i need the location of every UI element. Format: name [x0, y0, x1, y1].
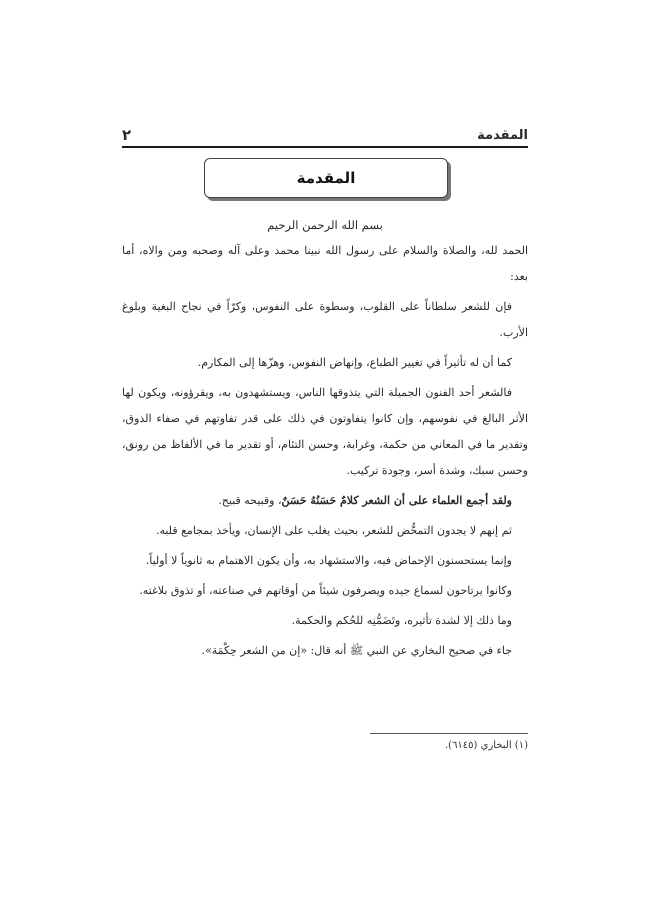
running-header-section-title: المقدمة	[477, 128, 528, 143]
chapter-title: المقدمة	[296, 169, 356, 187]
paragraph-5-rest: ، وقبيحه قبيح.	[218, 494, 282, 507]
chapter-title-box	[204, 158, 448, 198]
paragraph-8: وكانوا يرتاحون لسماع جيده ويصرفون شيئاً من أوقاتهم في صناعته، أو تذوق بلاغته.	[139, 584, 512, 597]
paragraph-3: كما أن له تأثيراً في تغيير الطباع، وإنهاض النفوس، وهزّها إلى المكارم.	[197, 356, 512, 369]
running-header	[122, 126, 528, 148]
footnote-divider	[370, 733, 528, 734]
footnote: (١) البخاري (٦١٤٥).	[444, 740, 528, 751]
paragraph-10: جاء في صحيح البخاري عن النبي ﷺ أنه قال: «إن من الشعر حِكْمَة».	[201, 644, 512, 657]
paragraph-2: فإن للشعر سلطاناً على القلوب، وسطوة على النفوس، وكرّاً في نجاح البغية وبلوغ الأرب.	[122, 300, 528, 339]
paragraph-7: وإنما يستحسنون الإحماض فيه، والاستشهاد به، وأن يكون الاهتمام به ثانوياً لا أولياً.	[145, 554, 512, 567]
paragraph-5-bold-lead: ولقد أجمع العلماء على أن الشعر كلامٌ حَسَنُهُ حَسَنٌ	[281, 494, 512, 507]
body-text	[122, 212, 528, 668]
basmala: بسم الله الرحمن الرحيم	[267, 218, 383, 232]
paragraph-1: الحمد لله، والصلاة والسلام على رسول الله نبينا محمد وعلى آله وصحبه ومن والاه، أما بعد:	[122, 244, 528, 283]
page-number: ٢	[122, 126, 132, 144]
paragraph-9: وما ذلك إلا لشدة تأثيره، وتَضَمُّنِه للحُكم والحكمة.	[291, 614, 512, 627]
paragraph-4: فالشعر أحد الفنون الجميلة التي يتذوقها الناس، ويستشهدون به، ويقرؤونه، ويكون لها الأثر البالغ في نفوسهم، وإن كانوا يتفاوتون في ذلك على قدر تفاوتهم في صفاء الذوق، وتقدير ما في المعاني من حكمة، وغرابة، وحسن التئام، أو تقدير ما في الألفاظ من رونق، وحسن سبك، وشدة أسر، وجودة تركيب.	[122, 386, 528, 477]
paragraph-5	[122, 488, 528, 514]
paragraph-6: ثم إنهم لا يجدون التمحُّض للشعر، بحيث يغلب على الإنسان، ويأخذ بمجامع قلبه.	[155, 524, 512, 537]
